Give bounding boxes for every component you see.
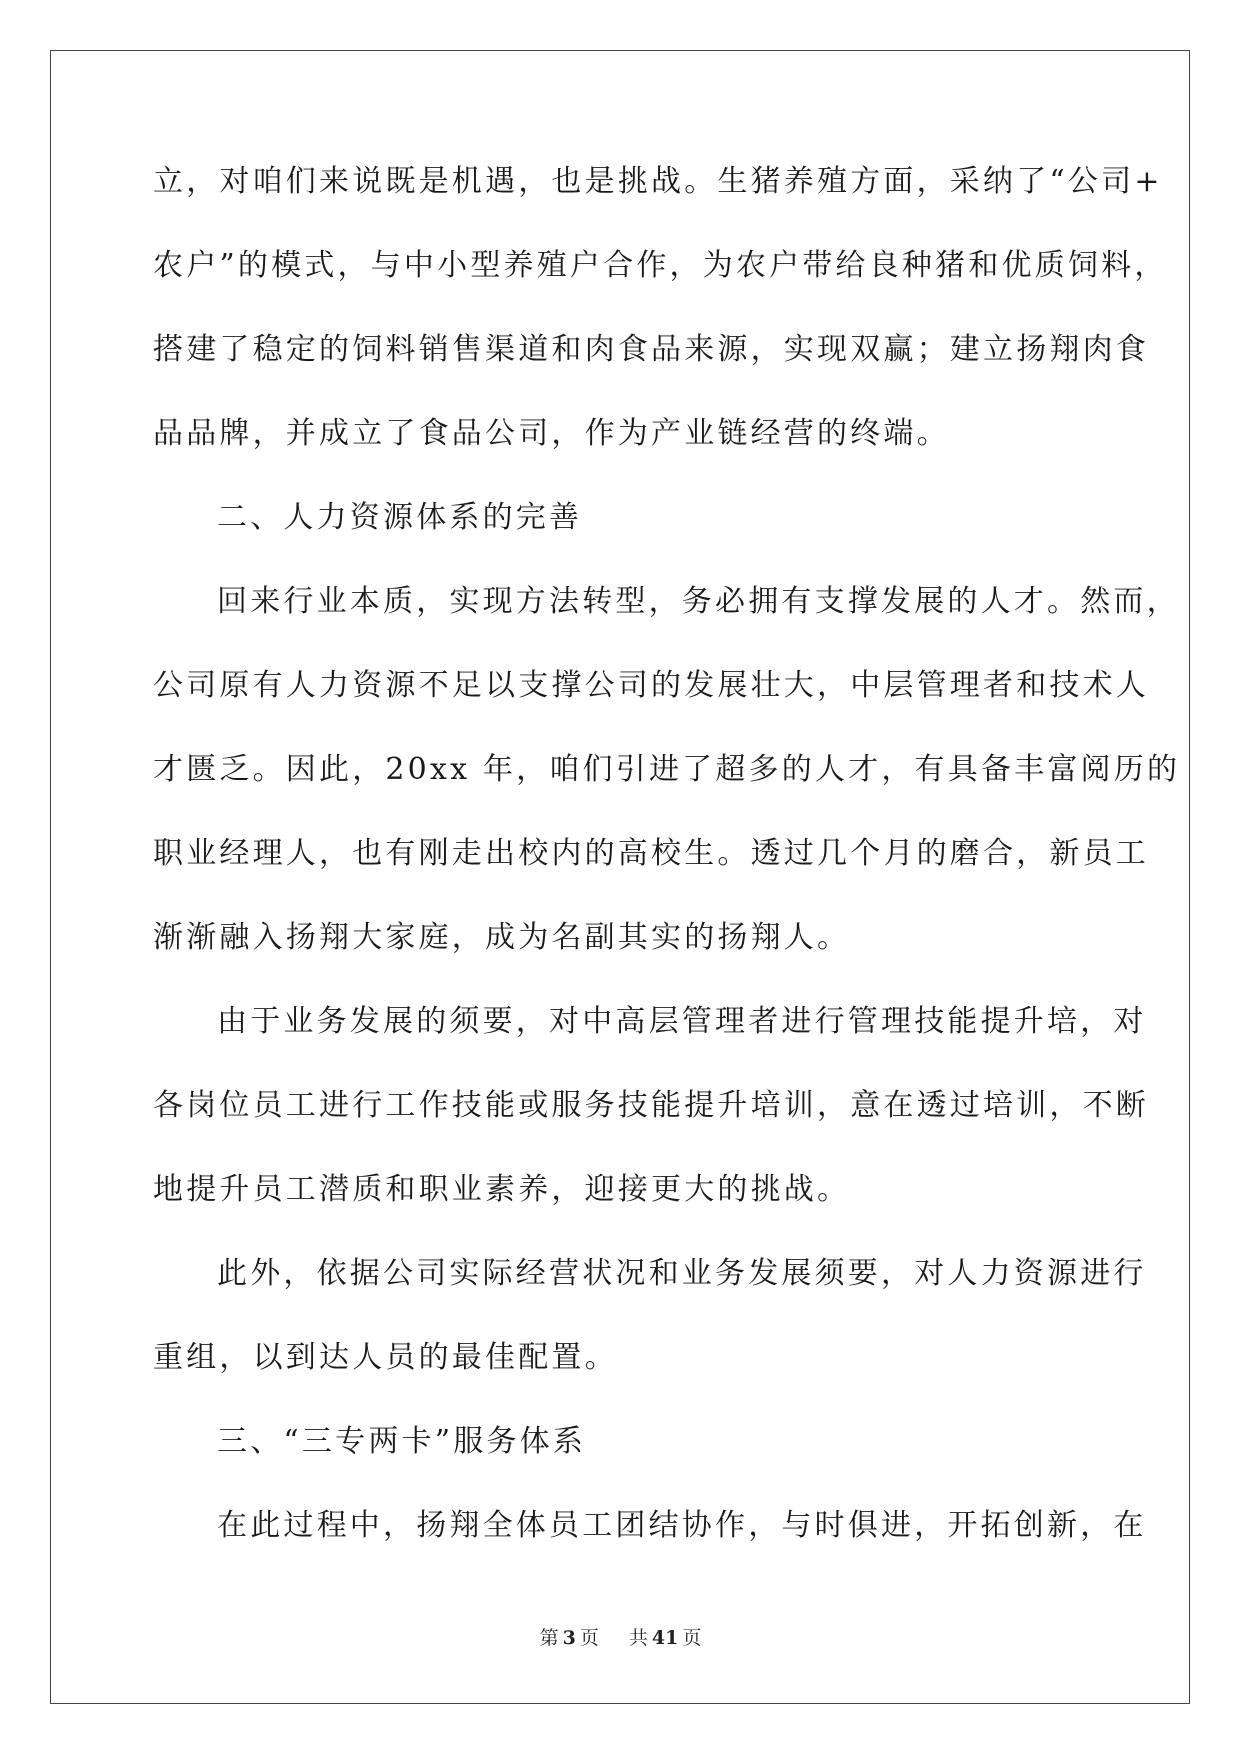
text-line-10: 渐渐融入扬翔大家庭，成为名副其实的扬翔人。: [153, 920, 851, 955]
text-line-6: 回来行业本质，实现方法转型，务必拥有支撑发展的人才。然而，: [217, 584, 1180, 619]
footer-page-label: 页: [579, 1627, 599, 1649]
current-page-number: 3: [562, 1627, 576, 1649]
text-line-4: 品品牌，并成立了食品公司，作为产业链经营的终端。: [153, 416, 950, 451]
document-body: [153, 162, 1181, 1590]
section-heading-2: 二、人力资源体系的完善: [217, 500, 583, 535]
text-line-17: 在此过程中，扬翔全体员工团结协作，与时俱进，开拓创新，在: [217, 1508, 1147, 1543]
footer-total-prefix: 共: [628, 1627, 648, 1649]
text-line-7: 公司原有人力资源不足以支撑公司的发展壮大，中层管理者和技术人: [153, 668, 1149, 703]
text-line-8: 才匮乏。因此，20xx 年，咱们引进了超多的人才，有具备丰富阅历的: [153, 752, 1181, 787]
text-line-2: 农户”的模式，与中小型养殖户合作，为农户带给良种猪和优质饲料，: [153, 248, 1168, 283]
text-line-9: 职业经理人，也有刚走出校内的高校生。透过几个月的磨合，新员工: [153, 836, 1149, 871]
footer-prefix: 第: [539, 1627, 559, 1649]
page-footer: [0, 1626, 1241, 1650]
text-line-11: 由于业务发展的须要，对中高层管理者进行管理技能提升培，对: [217, 1004, 1147, 1039]
total-pages-number: 41: [651, 1627, 679, 1649]
section-heading-3: 三、“三专两卡”服务体系: [217, 1424, 587, 1459]
text-line-15: 重组，以到达人员的最佳配置。: [153, 1340, 618, 1375]
text-line-14: 此外，依据公司实际经营状况和业务发展须要，对人力资源进行: [217, 1256, 1147, 1291]
text-line-13: 地提升员工潜质和职业素养，迎接更大的挑战。: [153, 1172, 851, 1207]
text-line-12: 各岗位员工进行工作技能或服务技能提升培训，意在透过培训，不断: [153, 1088, 1149, 1123]
footer-total-label: 页: [682, 1627, 702, 1649]
text-line-1: 立，对咱们来说既是机遇，也是挑战。生猪养殖方面，采纳了“公司+: [153, 164, 1163, 199]
text-line-3: 搭建了稳定的饲料销售渠道和肉食品来源，实现双赢；建立扬翔肉食: [153, 332, 1149, 367]
